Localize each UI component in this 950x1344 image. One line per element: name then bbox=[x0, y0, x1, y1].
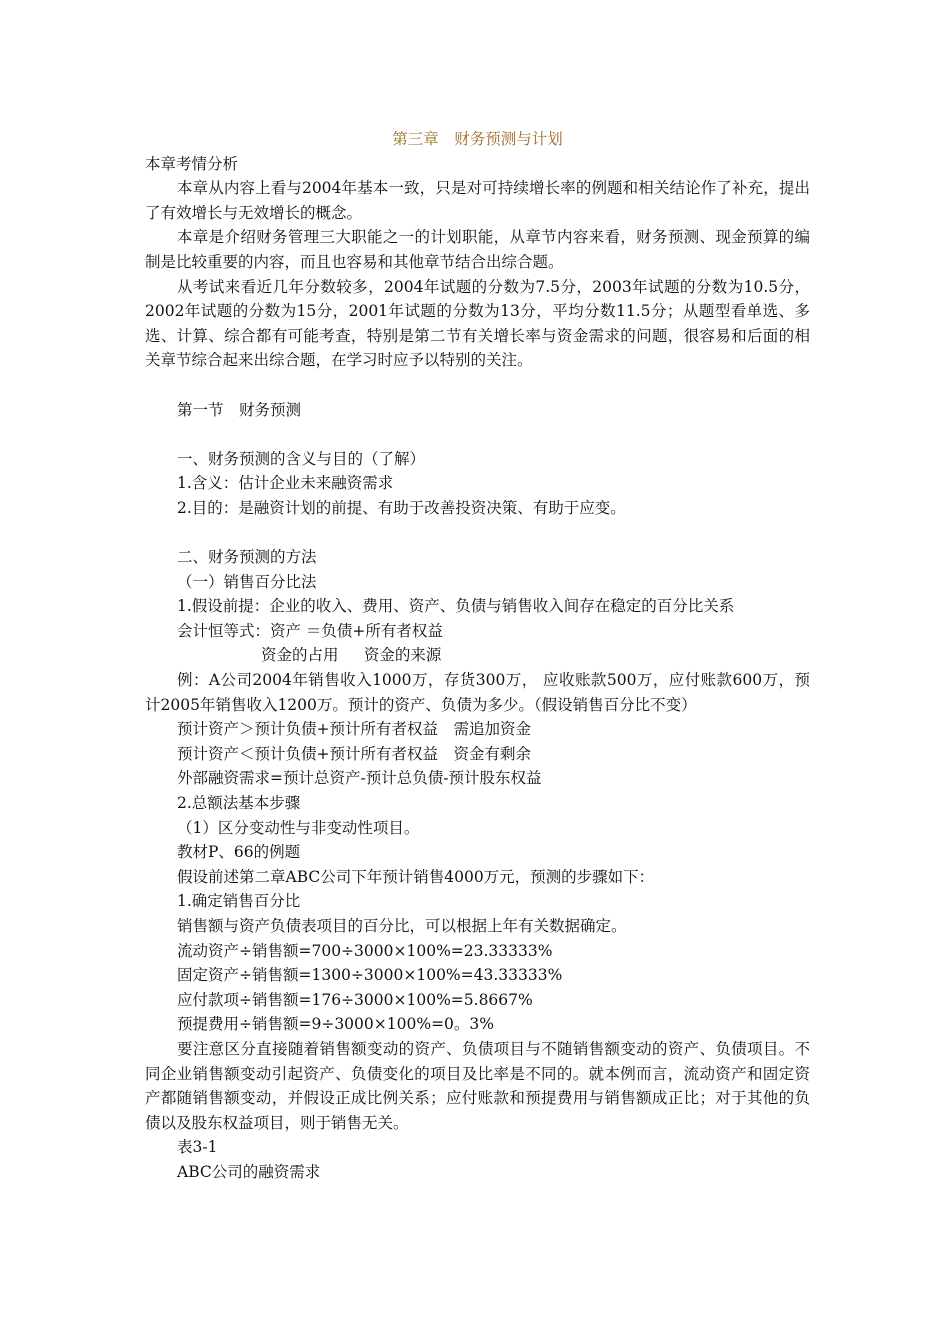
spacer bbox=[145, 373, 810, 398]
text-line: 教材P、66的例题 bbox=[177, 843, 301, 862]
chapter-title: 第三章 财务预测与计划 bbox=[392, 130, 563, 148]
document-body bbox=[145, 127, 810, 1185]
spacer bbox=[145, 521, 810, 546]
formula-line: 外部融资需求=预计总资产-预计总负债-预计股东权益 bbox=[177, 769, 542, 788]
spacer bbox=[145, 422, 810, 447]
analysis-heading: 本章考情分析 bbox=[145, 154, 239, 173]
paragraph-2: 本章是介绍财务管理三大职能之一的计划职能，从章节内容来看，财务预测、现金预算的编制是比较重要的内容，而且也容易和其他章节结合出综合题。 bbox=[145, 228, 810, 271]
text-line: 假设前述第二章ABC公司下年预计销售4000万元，预测的步骤如下： bbox=[177, 867, 655, 886]
sub-subsection-heading: （一）销售百分比法 bbox=[177, 572, 317, 591]
subsection-heading: 一、财务预测的含义与目的（了解） bbox=[177, 449, 426, 468]
formula-line: 预提费用÷销售额=9÷3000×100%=0。3% bbox=[177, 1015, 495, 1034]
text-line: 2.总额法基本步骤 bbox=[177, 794, 301, 813]
text-line: （1）区分变动性与非变动性项目。 bbox=[177, 818, 420, 837]
text-line: 1.确定销售百分比 bbox=[177, 892, 301, 911]
example-paragraph: 例：A公司2004年销售收入1000万，存货300万， 应收账款500万，应付账款600万，预计2005年销售收入1200万。预计的资产、负债为多少。（假设销售百分比不变） bbox=[145, 671, 810, 714]
formula-line: 流动资产÷销售额=700÷3000×100%=23.33333% bbox=[177, 941, 553, 960]
text-line: 预计资产＜预计负债+预计所有者权益 资金有剩余 bbox=[177, 744, 531, 763]
paragraph-1: 本章从内容上看与2004年基本一致，只是对可持续增长率的例题和相关结论作了补充，提出了有效增长与无效增长的概念。 bbox=[145, 179, 810, 222]
text-line: 销售额与资产负债表项目的百分比，可以根据上年有关数据确定。 bbox=[177, 917, 627, 935]
paragraph-3: 从考试来看近几年分数较多，2004年试题的分数为7.5分，2003年试题的分数为10.5分，2002年试题的分数为15分，2001年试题的分数为13分，平均分数11.5分；从题型看单选、多选、计算、综合都有可能考查，特别是第二节有关增长率与资金需求的问题，很容易和后面的相关章节综合起来出综合题，在学习时应予以特别的关注。 bbox=[145, 277, 810, 370]
table-label: 表3-1 bbox=[177, 1138, 218, 1157]
formula-line: 固定资产÷销售额=1300÷3000×100%=43.33333% bbox=[177, 966, 563, 985]
equation-annotation: 资金的占用 资金的来源 bbox=[261, 646, 442, 665]
list-item: 1.假设前提：企业的收入、费用、资产、负债与销售收入间存在稳定的百分比关系 bbox=[177, 597, 735, 616]
subsection-heading: 二、财务预测的方法 bbox=[177, 548, 317, 567]
text-line: 预计资产＞预计负债+预计所有者权益 需追加资金 bbox=[177, 720, 531, 739]
table-title: ABC公司的融资需求 bbox=[177, 1162, 321, 1181]
formula-line: 应付款项÷销售额=176÷3000×100%=5.8667% bbox=[177, 990, 533, 1009]
equation-line: 会计恒等式：资产 ＝负债+所有者权益 bbox=[177, 621, 443, 640]
list-item: 2.目的：是融资计划的前提、有助于改善投资决策、有助于应变。 bbox=[177, 498, 626, 517]
list-item: 1.含义：估计企业未来融资需求 bbox=[177, 474, 394, 493]
paragraph-4: 要注意区分直接随着销售额变动的资产、负债项目与不随销售额变动的资产、负债项目。不同企业销售额变动引起资产、负债变化的项目及比率是不同的。就本例而言，流动资产和固定资产都随销售额变动，并假设正成比例关系；应付账款和预提费用与销售额成正比；对于其他的负债以及股东权益项目，则于销售无关。 bbox=[145, 1039, 810, 1132]
section-heading: 第一节 财务预测 bbox=[177, 400, 302, 419]
